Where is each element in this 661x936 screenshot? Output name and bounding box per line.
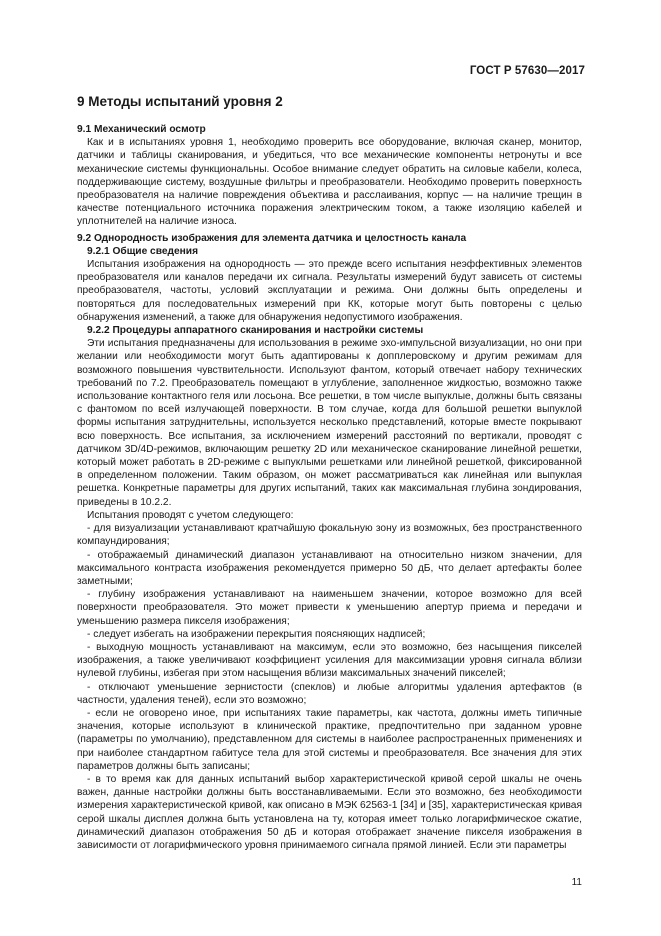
list-item: - в то время как для данных испытаний выбор характеристической кривой серой шкалы не очень важен, данные настройки должны быть восстанавливаемыми. Если это возможно, без необходимости измерения характеристической кривой, как описано в МЭК 62563-1 [34] и [35], характеристическая кривая серой шкалы дисплея должна быть установлена на ту, которая имеет только логарифмическое сжатие, динамический диапазон отображения 50 дБ и которая отображает значение пикселя изображения в зависимости от логарифмического уровня принимаемого сигнала прямой линией. Если эти параметры — [77, 773, 582, 851]
section-9-2-title: 9.2 Однородность изображения для элемента датчика и целостность канала — [77, 232, 467, 244]
list-item: - если не оговорено иное, при испытаниях такие параметры, как частота, должны иметь типичные значения, которые используют в клинической практике, предпочтительно при заданном уровне (параметры по умолчанию), представленном для системы в наиболее распространенных применениях и при наиболее стандартном габитусе тела для этой системы и преобразователя. Все значения для этих параметров должны быть записаны; — [77, 707, 582, 772]
page-content — [77, 93, 582, 852]
list-item: - отображаемый динамический диапазон устанавливают на относительно низком значении, для максимального контраста изображения рекомендуется примерно 50 дБ, что делает артефакты более заметными; — [77, 549, 582, 587]
list-item: - выходную мощность устанавливают на максимум, если это возможно, без насыщения пикселей изображения, а также увеличивают коэффициент усиления для максимизации уровня сигнала вблизи нулевой глубины, избегая при этом насыщения вблизи максимальных значений пикселей; — [77, 641, 582, 680]
section-9-2-1-title: 9.2.1 Общие сведения — [87, 245, 199, 257]
section-9-2-2-paragraph-1: Эти испытания предназначены для использования в режиме эхо-импульсной визуализации, но они при желании или необходимости могут быть адаптированы к допплеровскому и другим режимам для возможного повышения чувствительности. Используют фантом, который отвечает набору технических требований по 7.2. Преобразователь помещают в углубление, заполненное жидкостью, возможно также использование контактного геля или лосьона. Все решетки, в том числе выпуклые, должны быть связаны с фантомом по всей излучающей поверхности. В том случае, когда для большой решетки выпуклой формы испытания затруднительны, используется несколько представлений, которые вместе покрывают всю поверхность. Все испытания, за исключением измерений расстояний по вертикали, проводят с датчиком 3D/4D-режимов, включающим решетку 2D или механическое сканирование линейной решетки, который может работать в 2D-режиме с выпуклыми решетками или линейной решеткой, фиксированной в определенном положении. Таким образом, он может рассматриваться как линейная или выпуклая решетка. Конкретные параметры для других испытаний, таких как максимальная глубина зондирования, приведены в 10.2.2. — [77, 338, 582, 508]
section-9-title: 9 Методы испытаний уровня 2 — [77, 94, 283, 109]
section-9-1-title: 9.1 Механический осмотр — [77, 124, 206, 135]
section-9-2-2-title: 9.2.2 Процедуры аппаратного сканирования и настройки системы — [87, 325, 424, 337]
list-item: - следует избегать на изображении перекрытия поясняющих надписей; — [87, 628, 426, 640]
list-item: - для визуализации устанавливают кратчайшую фокальную зону из возможных, без пространственного компаундирования; — [77, 523, 582, 548]
section-9-2-2-paragraph-2: Испытания проводят с учетом следующего: — [87, 509, 294, 521]
section-9-2-1-paragraph: Испытания изображения на однородность — это прежде всего испытания неэффективных элементов преобразователя или каналов передачи их сигнала. Результаты измерений будут зависеть от системы преобразователя, частоты, условий эксплуатации и режима. Они должны быть определены и повторяться для последовательных измерений при КК, которые могут быть повторены с целью обнаружения изменений, а также для обнаружения недопустимого изображения. — [77, 259, 582, 323]
document-id-header: ГОСТ Р 57630—2017 — [469, 65, 585, 77]
list-item: - глубину изображения устанавливают на наименьшем значении, которое возможно для всей поверхности преобразователя. Это может привести к уменьшению апертур приема и передачи и уменьшению размера пикселя изображения; — [77, 589, 582, 627]
page-number: 11 — [571, 877, 582, 888]
section-9-1-paragraph: Как и в испытаниях уровня 1, необходимо проверить все оборудование, включая сканер, монитор, датчики и таблицы сканирования, и убедиться, что все механические компоненты нетронуты и все механические системы функциональны. Особое внимание следует обратить на силовые кабели, колеса, поддерживающие систему, воздушные фильтры и преобразователи. Необходимо проверить поверхность преобразователя на наличие повреждения объектива и расслаивания, корпус — на наличие трещин в качестве потенциального источника поражения электрическим током, а также изоляцию кабелей и уплотнителей на наличие износа. — [77, 137, 582, 228]
list-item: - отключают уменьшение зернистости (спеклов) и любые алгоритмы удаления артефактов (в частности, удаления теней), если это возможно; — [77, 681, 582, 706]
